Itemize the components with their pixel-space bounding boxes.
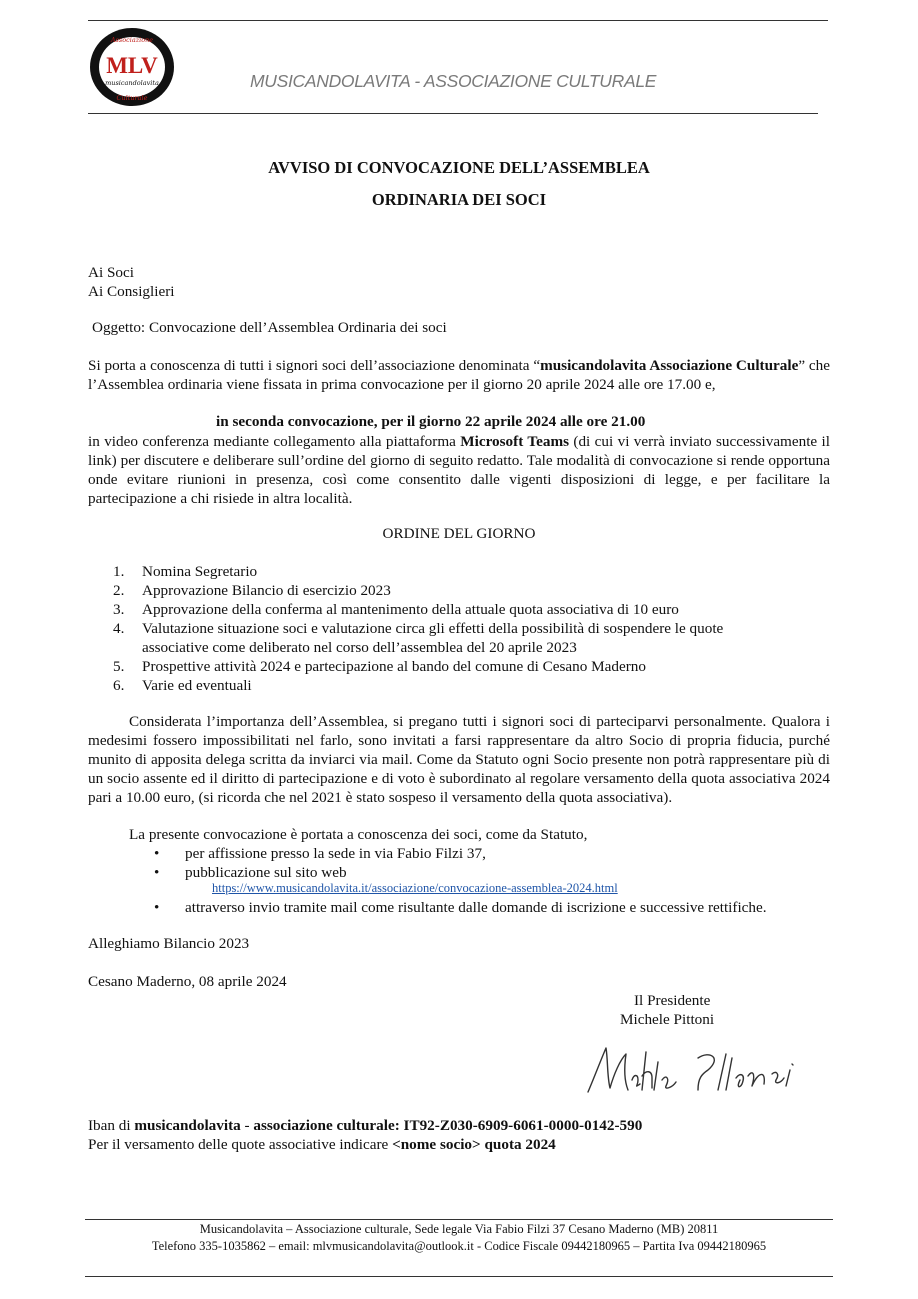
bullet-item	[154, 864, 347, 882]
association-name-bold: musicandolavita Associazione Culturale	[540, 357, 799, 374]
header-bottom-rule	[88, 113, 818, 114]
bullet-text: per affissione presso la sede in via Fabio Filzi 37,	[185, 845, 486, 862]
subject-line	[92, 319, 447, 337]
agenda-item	[113, 657, 773, 676]
document-title-line1: AVVISO DI CONVOCAZIONE DELL’ASSEMBLEA	[268, 158, 650, 177]
intro-text-c: ” che l’Assemblea ordinaria viene fissata in prima convocazione per il giorno 20 aprile 2024 alle ore 17.00 e,	[88, 357, 830, 393]
agenda-item-number: 1.	[113, 563, 125, 580]
logo-bottom-text: Culturale	[116, 94, 148, 102]
meeting-details-paragraph	[88, 432, 830, 508]
intro-paragraph	[88, 356, 830, 394]
iban-separator: -	[240, 1117, 254, 1134]
agenda-item-text: Prospettive attività 2024 e partecipazione al bando del comune di Cesano Maderno	[142, 658, 646, 675]
agenda-item-text: Approvazione Bilancio di esercizio 2023	[142, 582, 391, 599]
bullet-icon: •	[154, 845, 160, 862]
bullet-icon: •	[154, 899, 160, 916]
header-top-rule	[88, 20, 828, 21]
agenda-item-number: 4.	[113, 620, 125, 637]
teams-platform-bold: Microsoft Teams	[460, 433, 570, 450]
recipient-consiglieri: Ai Consiglieri	[88, 283, 175, 300]
association-logo	[89, 27, 175, 107]
logo-top-text: Associazione	[110, 36, 154, 44]
intro-text-a: Si porta a conoscenza di tutti i signori soci dell’associazione denominata “	[88, 357, 541, 374]
payment-reference-format: <nome socio> quota 2024	[392, 1136, 556, 1153]
second-call-line: in seconda convocazione, per il giorno 22 aprile 2024 alle ore 21.00	[216, 413, 646, 430]
agenda-item	[113, 619, 773, 657]
bullet-item	[154, 899, 767, 917]
agenda-item-text: Approvazione della conferma al mantenimento della attuale quota associativa di 10 euro	[142, 601, 679, 618]
organization-title: MUSICANDOLAVITA - ASSOCIAZIONE CULTURALE	[250, 71, 657, 91]
agenda-heading: ORDINE DEL GIORNO	[382, 525, 536, 542]
attachment-note: Alleghiamo Bilancio 2023	[88, 935, 250, 952]
details-text-c: (di cui vi verrà inviato successivamente il link) per discutere e deliberare sull’ordine del giorno di seguito redatto. Tale modalità di convocazione si rende opportuna onde evitare riunioni in presenza, così come consentito dalle vigenti disposizioni di legge, e per facilitare la partecipazione a chi risiede in altra località.	[88, 433, 830, 507]
subject-text: Oggetto: Convocazione dell’Assemblea Ordinaria dei soci	[92, 319, 447, 336]
bullet-item	[154, 845, 486, 863]
footer-bottom-rule	[85, 1276, 833, 1277]
footer-address: Musicandolavita – Associazione culturale, Sede legale Via Fabio Filzi 37 Cesano Maderno (MB) 20811	[199, 1222, 719, 1236]
iban-association-name: musicandolavita	[134, 1117, 241, 1134]
bullet-icon: •	[154, 864, 160, 881]
agenda-item	[113, 581, 773, 600]
details-text-a: in video conferenza mediante collegamento alla piattaforma	[88, 433, 461, 450]
bullet-text: pubblicazione sul sito web	[185, 864, 347, 881]
document-title-line2: ORDINARIA DEI SOCI	[371, 190, 547, 209]
recipient-soci: Ai Soci	[88, 264, 134, 281]
attendance-paragraph: Considerata l’importanza dell’Assemblea, si pregano tutti i signori soci di parteciparvi personalmente. Qualora i medesimi fossero impossibilitati nel farlo, sono invitati a farsi rappresentare da altro Socio di propria fiducia, purché munito di apposita delega scritta da inviarci via mail. Come da Statuto ogni Socio presente non potrà rappresentare più di un socio assente ed il diritto di partecipazione e di voto è subordinato al regolare versamento della quota associativa 2024 pari a 10.00 euro, (si ricorda che nel 2021 è stato sospeso il versamento della quota associativa).	[88, 713, 830, 806]
agenda-item-text: Valutazione situazione soci e valutazione circa gli effetti della possibilità di sospendere le quote associative come deliberato nel corso dell’assemblea del 20 aprile 2023	[142, 620, 724, 656]
iban-prefix: Iban di	[88, 1117, 135, 1134]
agenda-item	[113, 676, 773, 695]
payment-reference-line	[88, 1136, 556, 1154]
website-link[interactable]: https://www.musicandolavita.it/associazione/convocazione-assemblea-2024.html	[212, 881, 618, 895]
agenda-item-text: Nomina Segretario	[142, 563, 258, 580]
iban-line	[88, 1117, 642, 1135]
president-role: Il Presidente	[634, 992, 711, 1009]
president-name: Michele Pittoni	[620, 1011, 715, 1028]
footer-top-rule	[85, 1219, 833, 1220]
agenda-list	[113, 562, 773, 695]
logo-monogram: MLV	[106, 53, 158, 78]
place-and-date: Cesano Maderno, 08 aprile 2024	[88, 973, 287, 990]
iban-value: associazione culturale: IT92-Z030-6909-6061-0000-0142-590	[253, 1117, 643, 1134]
notice-distribution-intro: La presente convocazione è portata a conoscenza dei soci, come da Statuto,	[129, 826, 588, 843]
logo-middle-text: musicandolavita	[105, 79, 159, 87]
agenda-item-number: 2.	[113, 582, 125, 599]
agenda-item	[113, 600, 773, 619]
agenda-item-number: 6.	[113, 677, 125, 694]
agenda-item-number: 3.	[113, 601, 125, 618]
agenda-item-text: Varie ed eventuali	[142, 677, 252, 694]
agenda-item-number: 5.	[113, 658, 125, 675]
bullet-text: attraverso invio tramite mail come risultante dalle domande di iscrizione e successive rettifiche.	[185, 899, 767, 916]
agenda-item	[113, 562, 773, 581]
payment-reference-prefix: Per il versamento delle quote associative indicare	[88, 1136, 393, 1153]
footer-contacts: Telefono 335-1035862 – email: mlvmusicandolavita@outlook.it - Codice Fiscale 09442180965 – Partita Iva 09442180965	[151, 1239, 767, 1253]
handwritten-signature	[580, 1040, 820, 1102]
